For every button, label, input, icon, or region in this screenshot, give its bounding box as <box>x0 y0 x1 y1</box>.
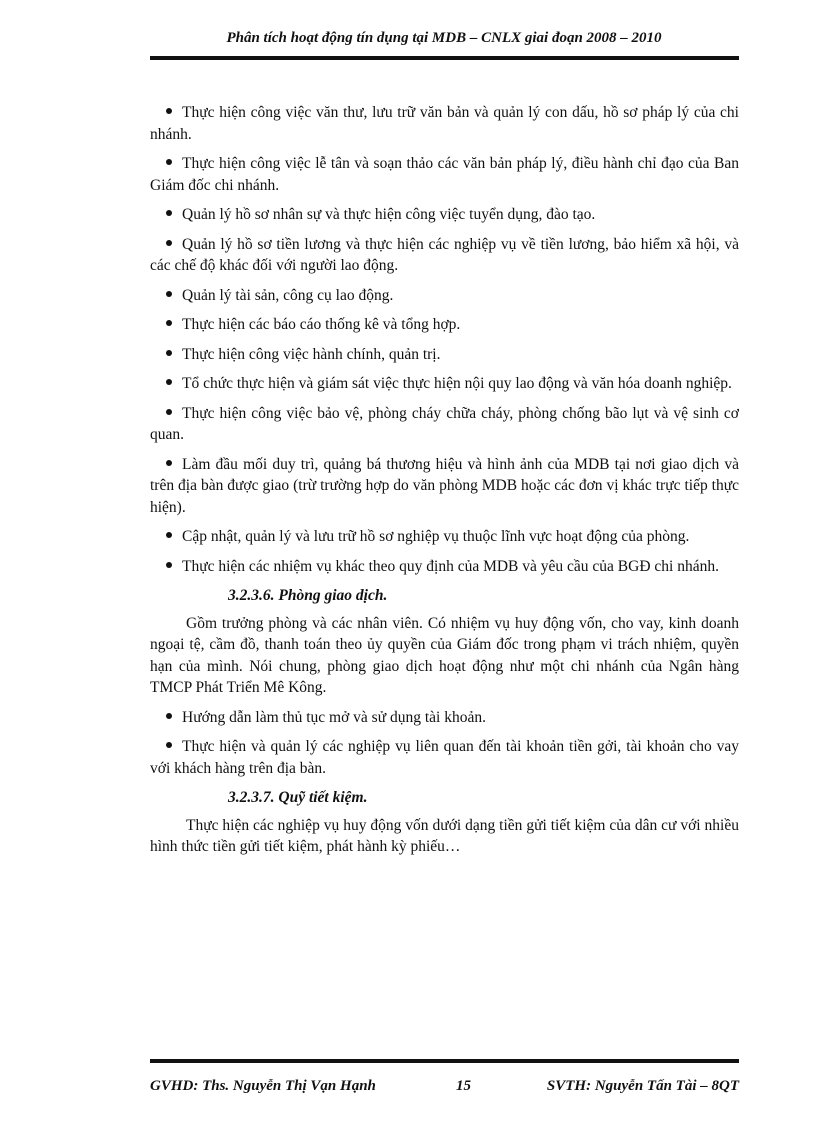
section-heading-3237: 3.2.3.7. Quỹ tiết kiệm. <box>228 789 368 806</box>
bullet-icon <box>166 291 172 297</box>
page-number: 15 <box>456 1078 471 1094</box>
list-item: Tổ chức thực hiện và giám sát việc thực hiện nội quy lao động và văn hóa doanh nghiệp. <box>150 373 739 395</box>
bullet-icon <box>166 713 172 719</box>
section-paragraph-3236: Gồm trưởng phòng và các nhân viên. Có nhiệm vụ huy động vốn, cho vay, kinh doanh ngoại tệ, cầm đồ, thanh toán theo ủy quyền của Giám đốc trong phạm vi trách nhiệm, quyền hạn của mình. Nói chung, phòng giao dịch hoạt động như một chi nhánh của Ngân hàng TMCP Phát Triển Mê Kông. <box>150 614 739 696</box>
list-item: Quản lý tài sản, công cụ lao động. <box>150 285 739 307</box>
header-rule <box>150 56 739 60</box>
bullet-icon <box>166 320 172 326</box>
list-item: Làm đầu mối duy trì, quảng bá thương hiệu và hình ảnh của MDB tại nơi giao dịch và trên địa bàn được giao (trừ trường hợp do văn phòng MDB hoặc các đơn vị khác trực tiếp thực hiện). <box>150 455 739 516</box>
page-header-title: Phân tích hoạt động tín dụng tại MDB – CNLX giai đoạn 2008 – 2010 <box>226 30 662 46</box>
list-item: Hướng dẫn làm thủ tục mở và sử dụng tài khoản. <box>150 707 739 729</box>
bullet-icon <box>166 532 172 538</box>
bullet-icon <box>166 460 172 466</box>
document-body <box>150 102 739 866</box>
section-paragraph-3237: Thực hiện các nghiệp vụ huy động vốn dưới dạng tiền gửi tiết kiệm của dân cư với nhiều hình thức tiền gửi tiết kiệm, phát hành kỳ phiếu… <box>150 816 739 855</box>
bullet-icon <box>166 409 172 415</box>
bullet-icon <box>166 379 172 385</box>
list-item: Thực hiện công việc bảo vệ, phòng cháy chữa cháy, phòng chống bão lụt và vệ sinh cơ quan. <box>150 404 739 443</box>
list-item: Thực hiện công việc lễ tân và soạn thảo các văn bản pháp lý, điều hành chỉ đạo của Ban Giám đốc chi nhánh. <box>150 155 739 194</box>
bullet-icon <box>166 210 172 216</box>
footer-rule <box>150 1059 739 1063</box>
page-footer <box>150 1078 739 1100</box>
list-item: Cập nhật, quản lý và lưu trữ hồ sơ nghiệp vụ thuộc lĩnh vực hoạt động của phòng. <box>150 526 739 548</box>
footer-student: SVTH: Nguyễn Tấn Tài – 8QT <box>546 1078 739 1094</box>
list-item: Thực hiện và quản lý các nghiệp vụ liên quan đến tài khoản tiền gởi, tài khoản cho vay với khách hàng trên địa bàn. <box>150 738 739 777</box>
section-heading-3236: 3.2.3.6. Phòng giao dịch. <box>228 587 388 604</box>
list-item: Thực hiện các báo cáo thống kê và tổng hợp. <box>150 314 739 336</box>
bullet-icon <box>166 562 172 568</box>
list-item: Thực hiện công việc văn thư, lưu trữ văn bản và quản lý con dấu, hồ sơ pháp lý của chi nhánh. <box>150 104 739 143</box>
list-item: Quản lý hồ sơ nhân sự và thực hiện công việc tuyển dụng, đào tạo. <box>150 204 739 226</box>
bullet-icon <box>166 350 172 356</box>
bullet-icon <box>166 742 172 748</box>
list-item: Thực hiện các nhiệm vụ khác theo quy định của MDB và yêu cầu của BGĐ chi nhánh. <box>150 556 739 578</box>
list-item: Quản lý hồ sơ tiền lương và thực hiện các nghiệp vụ về tiền lương, bảo hiểm xã hội, và các chế độ khác đối với người lao động. <box>150 235 739 274</box>
list-item: Thực hiện công việc hành chính, quản trị. <box>150 344 739 366</box>
bullet-icon <box>166 108 172 114</box>
bullet-icon <box>166 159 172 165</box>
footer-advisor: GVHD: Ths. Nguyễn Thị Vạn Hạnh <box>150 1078 376 1094</box>
bullet-icon <box>166 240 172 246</box>
